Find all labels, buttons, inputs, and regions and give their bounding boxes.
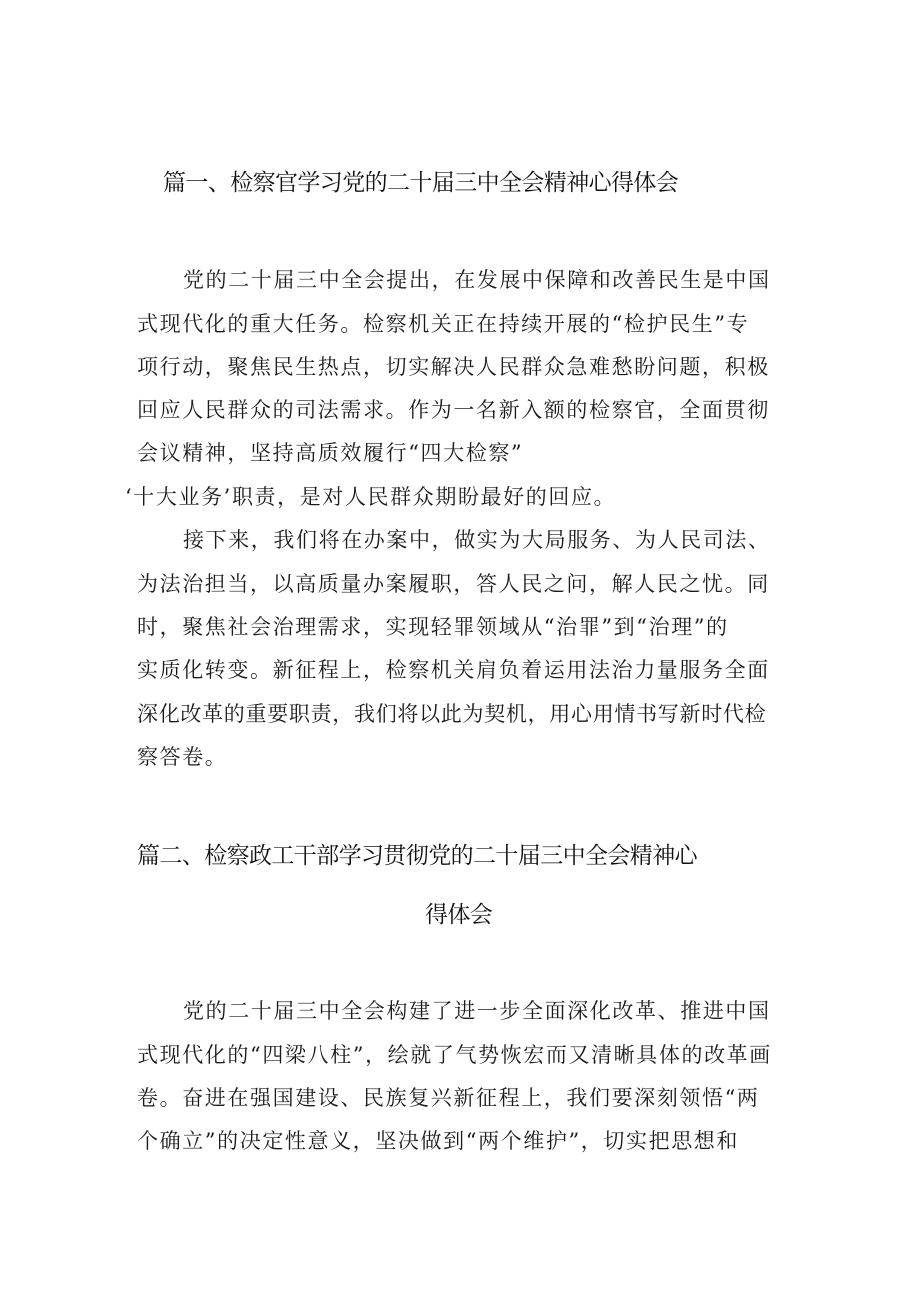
text-line: 式现代化的“四梁八柱”，绘就了气势恢宏而又清晰具体的改革画 <box>137 1043 772 1067</box>
text-line: 接下来，我们将在办案中，做实为大局服务、为人民司法、 <box>183 528 771 552</box>
text-line: 为法治担当，以高质量办案履职，答人民之问，解人民之忧。同 <box>137 572 770 596</box>
text-line: 实质化转变。新征程上，检察机关肩负着运用法治力量服务全面 <box>137 658 770 682</box>
text-line: 卷。奋进在强国建设、民族复兴新征程上，我们要深刻领悟“两 <box>137 1086 760 1110</box>
text-line: 式现代化的重大任务。检察机关正在持续开展的“检护民生”专 <box>137 312 750 336</box>
section1-title: 篇一、检察官学习党的二十届三中全会精神心得体会 <box>163 170 679 196</box>
section2-title-line2: 得体会 <box>425 902 493 928</box>
section2-title-line1: 篇二、检察政工干部学习贯彻党的二十届三中全会精神心 <box>137 843 698 869</box>
text-line: 会议精神，坚持高质效履行“四大检察” <box>137 441 524 465</box>
text-line: ‘十大业务’职责，是对人民群众期盼最好的回应。 <box>125 485 617 509</box>
text-line: 党的二十届三中全会构建了进一步全面深化改革、推进中国 <box>183 999 771 1023</box>
text-line: 项行动，聚焦民生热点，切实解决人民群众急难愁盼问题，积极 <box>137 355 770 379</box>
text-line: 回应人民群众的司法需求。作为一名新入额的检察官，全面贯彻 <box>137 398 770 422</box>
text-line: 察答卷。 <box>137 745 228 769</box>
text-line: 个确立”的决定性意义，坚决做到“两个维护”，切实把思想和 <box>137 1129 740 1153</box>
text-line: 深化改革的重要职责，我们将以此为契机，用心用情书写新时代检 <box>137 702 767 726</box>
text-line: 党的二十届三中全会提出，在发展中保障和改善民生是中国 <box>183 268 771 292</box>
text-line: 时，聚焦社会治理需求，实现轻罪领域从“治罪”到“治理”的 <box>137 615 729 639</box>
